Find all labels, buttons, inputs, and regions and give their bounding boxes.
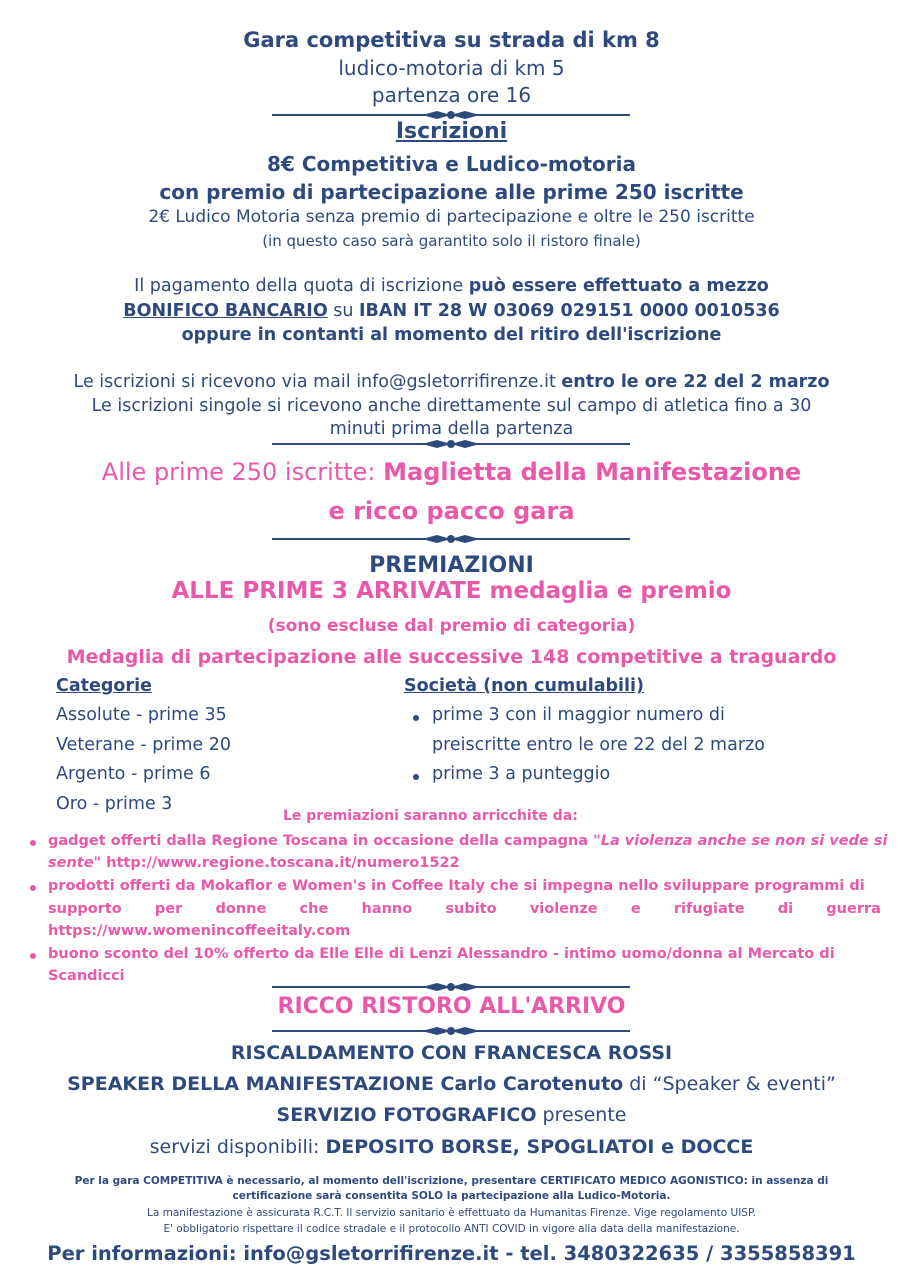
mail-line: Le iscrizioni si ricevono via mail info@gsletorrifirenze.it entro le ore 22 del 2 marzo [73, 372, 830, 392]
bullet-icon [30, 840, 36, 846]
note-line-1: Per la gara COMPETITIVA è necessario, al momento dell'iscrizione, presentare CERTIFICATO MEDICO AGONISTICO: in assenza di [74, 1175, 829, 1187]
fee-ludico-note: (in questo caso sarà garantito solo il ristoro finale) [262, 232, 641, 250]
iban-line: BONIFICO BANCARIO su IBAN IT 28 W 03069 029151 0000 0010536 [123, 301, 780, 321]
categoria-item: Assolute - prime 35 [56, 705, 227, 725]
categoria-item: Veterane - prime 20 [56, 735, 232, 755]
categoria-item: Oro - prime 3 [56, 794, 173, 814]
cash-line: oppure in contanti al momento del ritiro dell'iscrizione [181, 325, 722, 345]
promo-line-2: e ricco pacco gara [328, 497, 575, 525]
societa-item: prime 3 a punteggio [432, 764, 611, 784]
ristoro-line: RICCO RISTORO ALL'ARRIVO [277, 994, 626, 1019]
iscrizioni-title: Iscrizioni [395, 119, 508, 144]
payment-line: Il pagamento della quota di iscrizione può essere effettuato a mezzo [134, 276, 769, 296]
bullet-icon [413, 774, 419, 780]
bullet-icon [30, 953, 36, 959]
fee-competitiva: 8€ Competitiva e Ludico-motoria [267, 152, 636, 176]
foto-line: SERVIZIO FOTOGRAFICO presente [276, 1104, 627, 1126]
singole-line-2: minuti prima della partenza [329, 419, 574, 439]
womenincoffee-link[interactable]: https://www.womenincoffeeitaly.com [48, 923, 351, 939]
ornament-divider [272, 980, 630, 994]
categorie-title: Categorie [56, 676, 152, 696]
bullet-icon [30, 885, 36, 891]
buono-line-1: buono sconto del 10% offerto da Elle Elle di Lenzi Alessandro - intimo uomo/donna al Mercato di [48, 946, 835, 962]
bullet-icon [413, 715, 419, 721]
iban-value: IBAN IT 28 W 03069 029151 0000 0010536 [359, 301, 780, 321]
prodotti-line-1: prodotti offerti da Mokaflor e Women's in Coffee Italy che si impegna nello sviluppare programmi di [48, 878, 865, 894]
promo-line-1: Alle prime 250 iscritte: Maglietta della Manifestazione [101, 458, 802, 486]
ornament-divider [272, 1024, 630, 1038]
ornament-divider [272, 437, 630, 451]
fee-ludico: 2€ Ludico Motoria senza premio di partecipazione e oltre le 250 iscritte [148, 207, 755, 227]
note-line-4: E' obbligatorio rispettare il codice stradale e il protocollo ANTI COVID in vigore alla data della manifestazione. [163, 1223, 740, 1235]
bonifico-label: BONIFICO BANCARIO [123, 301, 328, 321]
escluse-line: (sono escluse dal premio di categoria) [267, 616, 636, 636]
prime3-line: ALLE PRIME 3 ARRIVATE medaglia e premio [171, 578, 732, 604]
gadget-line-2: sente" http://www.regione.toscana.it/numero1522 [48, 855, 460, 871]
societa-title: Società (non cumulabili) [404, 676, 645, 696]
race-subtitle: ludico-motoria di km 5 [338, 56, 565, 80]
ornament-divider [272, 532, 630, 546]
note-line-2: certificazione sarà consentita SOLO la partecipazione alla Ludico-Motoria. [232, 1190, 671, 1202]
societa-item-cont: preiscritte entro le ore 22 del 2 marzo [432, 735, 765, 755]
race-title: Gara competitiva su strada di km 8 [243, 28, 660, 52]
note-line-3: La manifestazione è assicurata R.C.T. Il servizio sanitario è effettuato da Humanitas Firenze. Vige regolamento UISP. [146, 1207, 756, 1219]
prodotti-line-2: supporto per donne che hanno subito violenze e rifugiate di guerra [48, 901, 881, 917]
societa-item: prime 3 con il maggior numero di [432, 705, 725, 725]
arricchite-title: Le premiazioni saranno arricchite da: [283, 808, 578, 824]
singole-line-1: Le iscrizioni singole si ricevono anche direttamente sul campo di atletica fino a 30 [91, 396, 812, 416]
medaglia-line: Medaglia di partecipazione alle successive 148 competitive a traguardo [66, 646, 837, 668]
buono-line-2: Scandicci [48, 968, 125, 984]
speaker-line: SPEAKER DELLA MANIFESTAZIONE Carlo Carotenuto di “Speaker & eventi” [67, 1073, 836, 1095]
regione-link[interactable]: http://www.regione.toscana.it/numero1522 [101, 855, 460, 871]
info-line: Per informazioni: info@gsletorrifirenze.it - tel. 3480322635 / 3355858391 [47, 1242, 856, 1265]
gadget-line-1: gadget offerti dalla Regione Toscana in occasione della campagna "La violenza anche se non si vede si [48, 833, 888, 849]
riscaldamento-line: RISCALDAMENTO CON FRANCESCA ROSSI [230, 1042, 673, 1064]
start-time: partenza ore 16 [371, 83, 532, 107]
servizi-line: servizi disponibili: DEPOSITO BORSE, SPOGLIATOI e DOCCE [149, 1136, 754, 1158]
categoria-item: Argento - prime 6 [56, 764, 211, 784]
premiazioni-title: PREMIAZIONI [369, 553, 534, 578]
fee-competitiva-note: con premio di partecipazione alle prime 250 iscritte [159, 180, 744, 204]
